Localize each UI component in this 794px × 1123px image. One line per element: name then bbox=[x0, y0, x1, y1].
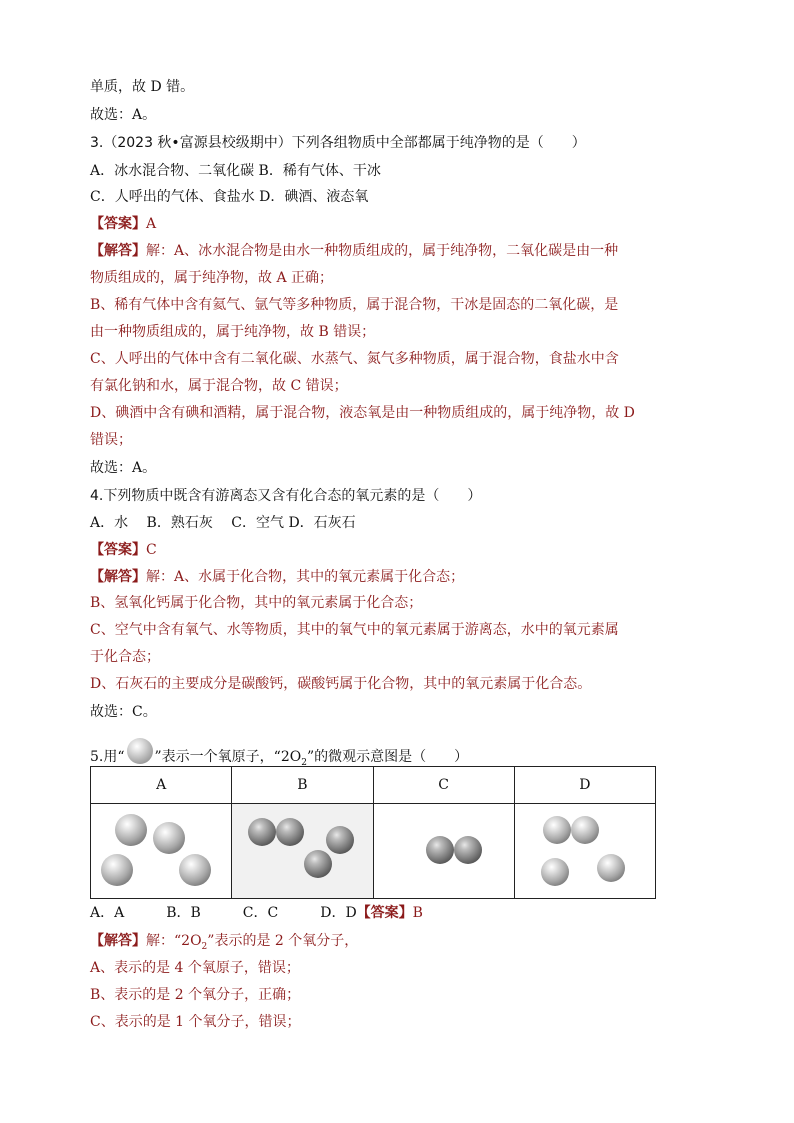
oxygen-atom-icon bbox=[541, 858, 569, 886]
table-header-d: D bbox=[514, 767, 655, 804]
answer-value: C bbox=[146, 542, 157, 558]
oxygen-atom-icon bbox=[454, 836, 482, 864]
explanation-line: 有氯化钠和水，属于混合物，故 C 错误； bbox=[90, 378, 348, 394]
question-5-options bbox=[90, 904, 704, 922]
answer-value: B bbox=[412, 905, 423, 921]
table-header-a: A bbox=[91, 767, 232, 804]
oxygen-atom-icon bbox=[179, 854, 211, 886]
explanation-line: B、稀有气体中含有氦气、氩气等多种物质，属于混合物，干冰是固态的二氧化碳，是 bbox=[90, 297, 619, 313]
explanation-line: A、表示的是 4 个氧原子，错误； bbox=[90, 960, 300, 976]
question-4-answer bbox=[90, 541, 704, 559]
explanation-line: C、人呼出的气体中含有二氧化碳、水蒸气、氮气多种物质，属于混合物，食盐水中含 bbox=[90, 351, 619, 367]
option-b-diagram bbox=[232, 804, 373, 899]
oxygen-atom-icon bbox=[543, 816, 571, 844]
explanation-tag: 【解答】 bbox=[90, 569, 146, 585]
explanation-line: 由一种物质组成的，属于纯净物，故 B 错误； bbox=[90, 324, 376, 340]
question-4-title: 4.下列物质中既含有游离态又含有化合态的氧元素的是（ ） bbox=[90, 488, 482, 504]
explanation-line: B、表示的是 2 个氧分子，正确； bbox=[90, 987, 301, 1003]
oxygen-atom-icon bbox=[326, 826, 354, 854]
oxygen-atom-icon bbox=[127, 738, 153, 764]
question-3-selection: 故选：A。 bbox=[90, 460, 157, 476]
explanation-line: C、表示的是 1 个氧分子，错误； bbox=[90, 1014, 301, 1030]
table-header-c: C bbox=[373, 767, 514, 804]
question-4-options: A．水 B．熟石灰 C．空气 D．石灰石 bbox=[90, 515, 356, 531]
question-3-options-ab: A．冰水混合物、二氧化碳 B．稀有气体、干冰 bbox=[90, 163, 381, 179]
oxygen-atom-icon bbox=[101, 854, 133, 886]
explanation-line: 错误； bbox=[90, 432, 132, 448]
oxygen-atom-icon bbox=[115, 814, 147, 846]
question-3-options-cd: C．人呼出的气体、食盐水 D．碘酒、液态氧 bbox=[90, 189, 369, 205]
explanation-line: C、空气中含有氧气、水等物质，其中的氧气中的氧元素属于游离态，水中的氧元素属 bbox=[90, 622, 619, 638]
oxygen-atom-icon bbox=[597, 854, 625, 882]
explanation-line: B、氢氧化钙属于化合物，其中的氧元素属于化合态； bbox=[90, 595, 423, 611]
oxygen-atom-icon bbox=[304, 850, 332, 878]
explanation-line: 物质组成的，属于纯净物，故 A 正确； bbox=[90, 270, 334, 286]
text-line: 故选：A。 bbox=[90, 107, 157, 123]
answer-tag: 【答案】 bbox=[90, 542, 146, 558]
subscript: 2 bbox=[201, 941, 208, 952]
explanation-line: D、碘酒中含有碘和酒精，属于混合物，液态氧是由一种物质组成的，属于纯净物，故 D bbox=[90, 405, 635, 421]
question-4-explanation bbox=[90, 568, 704, 586]
text-line: 单质，故 D 错。 bbox=[90, 79, 195, 95]
question-3-title: 3.（2023 秋•富源县校级期中）下列各组物质中全部都属于纯净物的是（ ） bbox=[90, 135, 586, 151]
q5-text-mid: ”表示一个氧原子，“2O bbox=[154, 749, 302, 765]
oxygen-atom-icon bbox=[426, 836, 454, 864]
answer-value: A bbox=[146, 216, 157, 232]
explanation-text: 解：“2O bbox=[146, 933, 202, 949]
question-3-answer bbox=[90, 215, 704, 233]
explanation-text: 解：A、水属于化合物，其中的氧元素属于化合态； bbox=[146, 569, 465, 585]
question-5-explanation bbox=[90, 932, 704, 956]
option-d-diagram bbox=[514, 804, 655, 899]
option-a-diagram bbox=[91, 804, 232, 899]
question-4-selection: 故选：C。 bbox=[90, 704, 157, 720]
oxygen-atom-icon bbox=[248, 818, 276, 846]
explanation-text: 解：A、冰水混合物是由水一种物质组成的，属于纯净物，二氧化碳是由一种 bbox=[146, 243, 619, 259]
explanation-text: ”表示的是 2 个氧分子， bbox=[207, 933, 359, 949]
explanation-tag: 【解答】 bbox=[90, 933, 146, 949]
answer-tag: 【答案】 bbox=[90, 216, 146, 232]
q5-subscript: 2 bbox=[301, 757, 307, 768]
explanation-tag: 【解答】 bbox=[90, 243, 146, 259]
explanation-line: 于化合态； bbox=[90, 649, 160, 665]
molecule-diagram-table bbox=[90, 766, 656, 899]
oxygen-atom-icon bbox=[571, 816, 599, 844]
table-header-b: B bbox=[232, 767, 373, 804]
explanation-line: D、石灰石的主要成分是碳酸钙，碳酸钙属于化合物，其中的氧元素属于化合态。 bbox=[90, 676, 592, 692]
answer-tag: 【答案】 bbox=[356, 905, 413, 921]
oxygen-atom-icon bbox=[276, 818, 304, 846]
q5-text-post: ”的微观示意图是（ ） bbox=[306, 749, 469, 765]
q5-text-pre: 5.用“ bbox=[90, 749, 125, 765]
oxygen-atom-icon bbox=[153, 822, 185, 854]
question-3-explanation bbox=[90, 242, 704, 260]
option-c-diagram bbox=[373, 804, 514, 899]
options-text: A．A B．B C．C D．D bbox=[90, 905, 357, 921]
